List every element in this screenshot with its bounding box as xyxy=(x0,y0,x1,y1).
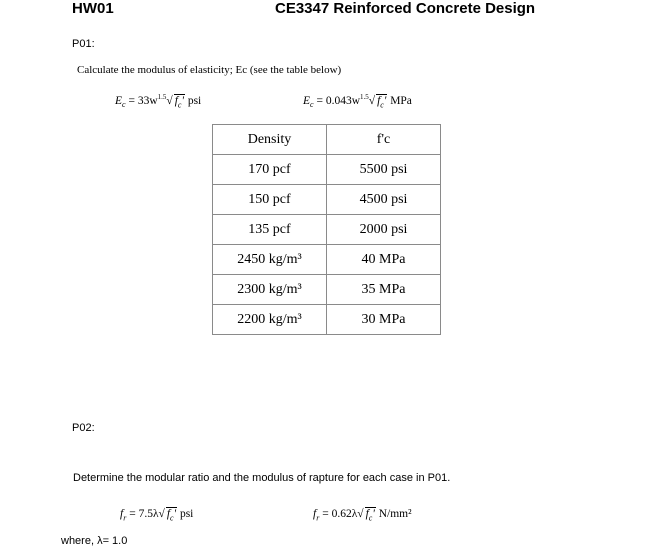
table-row xyxy=(213,155,441,185)
problem-01-label: P01: xyxy=(72,38,95,50)
density-cell: 170 pcf xyxy=(213,155,327,185)
problem-02-label: P02: xyxy=(72,422,95,434)
table-row xyxy=(213,215,441,245)
density-strength-table xyxy=(212,124,441,335)
density-cell: 2450 kg/m³ xyxy=(213,245,327,275)
modulus-equation-si: $E_c = 0.043w^{1.5}√$ $f_c'$ MPa xyxy=(303,93,412,110)
table-row xyxy=(213,245,441,275)
strength-cell: 40 MPa xyxy=(327,245,441,275)
homework-label: HW01 xyxy=(72,0,114,17)
strength-cell: 30 MPa xyxy=(327,305,441,335)
strength-cell: 4500 psi xyxy=(327,185,441,215)
problem-01-instruction: Calculate the modulus of elasticity; Ec (see the table below) xyxy=(77,64,342,76)
density-cell: 135 pcf xyxy=(213,215,327,245)
rupture-equation-imperial: $f_r = 7.5\lambda√$ $f_c'$ psi xyxy=(120,508,194,523)
table-row xyxy=(213,185,441,215)
lambda-note: where, λ= 1.0 xyxy=(61,535,128,547)
header-fc: f'c xyxy=(327,125,441,155)
density-cell: 2200 kg/m³ xyxy=(213,305,327,335)
problem-02-instruction: Determine the modular ratio and the modulus of rapture for each case in P01. xyxy=(73,472,451,484)
table-header-row xyxy=(213,125,441,155)
header-density: Density xyxy=(213,125,327,155)
table-row xyxy=(213,275,441,305)
strength-cell: 35 MPa xyxy=(327,275,441,305)
density-cell: 150 pcf xyxy=(213,185,327,215)
strength-cell: 2000 psi xyxy=(327,215,441,245)
table-row xyxy=(213,305,441,335)
modulus-equation-imperial: $E_c = 33w^{1.5}√$ $f_c'$ psi xyxy=(115,93,202,110)
density-cell: 2300 kg/m³ xyxy=(213,275,327,305)
strength-cell: 5500 psi xyxy=(327,155,441,185)
rupture-equation-si: $f_r = 0.62\lambda√$ $f_c'$ N/mm² xyxy=(313,508,412,523)
course-title: CE3347 Reinforced Concrete Design xyxy=(275,0,536,17)
